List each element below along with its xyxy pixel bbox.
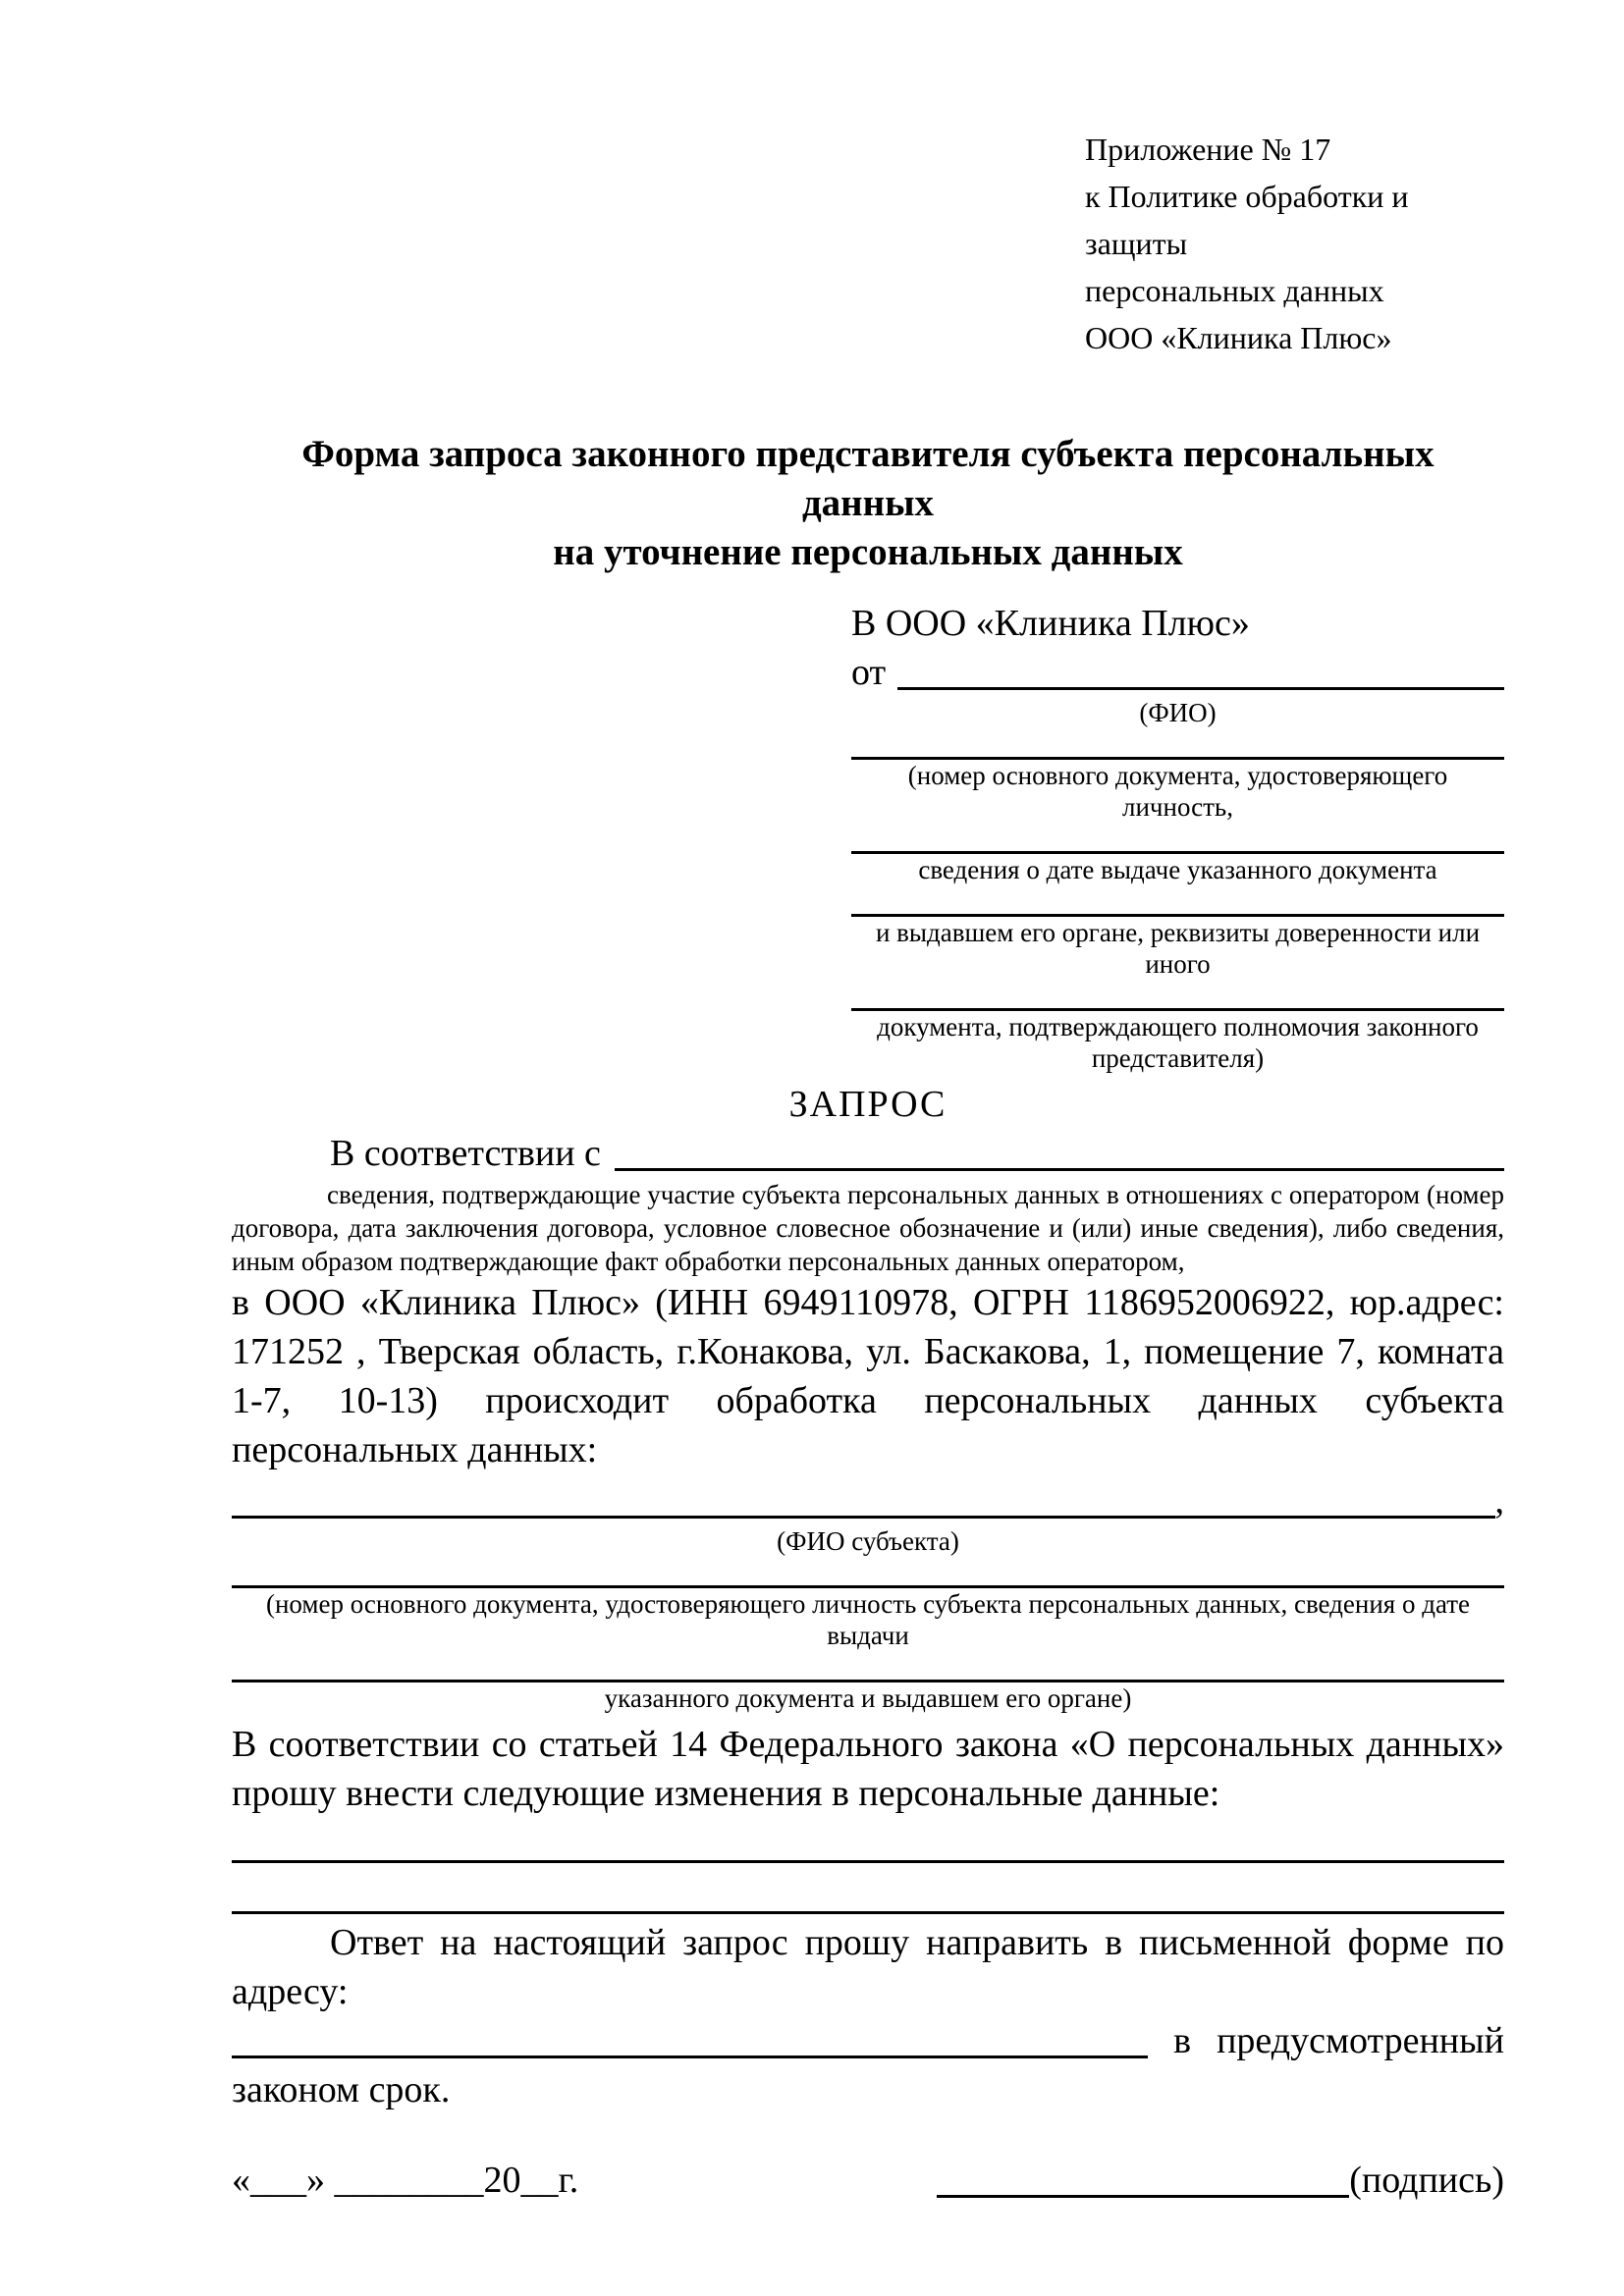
document-title bbox=[232, 430, 1504, 577]
fio-caption: (ФИО) bbox=[1139, 698, 1217, 727]
appendix-company: ООО «Клиника Плюс» bbox=[1085, 320, 1392, 355]
answer-paragraph: Ответ на настоящий запрос прошу направить в письменной форме по адресу: bbox=[232, 1922, 1504, 2012]
document-caption-3: и выдавшем его органе, реквизиты доверенности или иного bbox=[875, 918, 1481, 979]
document-title-line1: Форма запроса законного представителя субъекта персональных данных bbox=[301, 433, 1435, 524]
appendix-policy-line: к Политике обработки и защиты bbox=[1085, 179, 1409, 261]
document-caption-2: сведения о дате выдаче указанного документа bbox=[918, 855, 1437, 884]
document-caption-1: (номер основного документа, удостоверяющего личность, bbox=[907, 761, 1448, 822]
subject-document-caption-1: (номер основного документа, удостоверяющего личность субъекта персональных данных, сведения о дате выдачи bbox=[265, 1589, 1471, 1650]
operator-paragraph: в ООО «Клиника Плюс» (ИНН 6949110978, ОГРН 1186952006922, юр.адрес: 171252 , Тверская область, г.Конакова, ул. Баскакова, 1, помещение 7, комната 1-7, 10-13) происходит обработка персональных данных субъекта персональных данных: bbox=[232, 1282, 1504, 1470]
changes-blank-line-2 bbox=[232, 1863, 1504, 1914]
subject-fio-caption: (ФИО субъекта) bbox=[777, 1526, 959, 1556]
appendix-header bbox=[1085, 126, 1504, 361]
appendix-number: Приложение № 17 bbox=[1085, 132, 1331, 167]
answer-end-line: законом срок. bbox=[232, 2069, 451, 2110]
subject-name-row bbox=[232, 1476, 1504, 1525]
subject-name-blank-line bbox=[232, 1516, 1495, 1519]
representative-name-blank-line bbox=[897, 687, 1504, 690]
changes-blank-line-1 bbox=[232, 1818, 1504, 1863]
appendix-policy-line2: персональных данных bbox=[1085, 273, 1384, 308]
intro-prefix: В соответствии с bbox=[330, 1133, 601, 1174]
date-signature-row bbox=[232, 2156, 1504, 2205]
signature-group bbox=[937, 2156, 1504, 2205]
signature-caption: (подпись) bbox=[1349, 2160, 1504, 2201]
answer-address-row bbox=[232, 2016, 1504, 2065]
answer-address-blank-line bbox=[232, 2056, 1148, 2058]
from-label: от bbox=[851, 652, 887, 693]
issuing-authority-blank-line bbox=[851, 885, 1504, 917]
subject-document-caption-2: указанного документа и выдавшем его органе) bbox=[604, 1683, 1132, 1713]
addressee-block bbox=[851, 599, 1504, 1074]
answer-suffix-word-2: предусмотренный bbox=[1217, 2020, 1504, 2061]
date-blank-line: «___» ________20__г. bbox=[232, 2160, 579, 2201]
subject-document-blank-line-2 bbox=[232, 1651, 1504, 1682]
request-intro-row bbox=[232, 1129, 1504, 1178]
document-title-line2: на уточнение персональных данных bbox=[553, 531, 1183, 573]
answer-suffix-word-1: в bbox=[1173, 2020, 1192, 2061]
document-issue-date-blank-line bbox=[851, 823, 1504, 854]
subject-document-blank-line bbox=[232, 1557, 1504, 1588]
representative-document-blank-line bbox=[851, 728, 1504, 760]
signature-blank-line bbox=[937, 2195, 1349, 2198]
addressee-to: В ООО «Клиника Плюс» bbox=[851, 603, 1250, 644]
document-caption-4: документа, подтверждающего полномочия законного представителя) bbox=[877, 1012, 1479, 1073]
request-heading: ЗАПРОС bbox=[788, 1084, 947, 1125]
relation-details-blank-line bbox=[615, 1168, 1504, 1171]
subject-line-comma: , bbox=[1494, 1480, 1504, 1522]
relation-footnote: сведения, подтверждающие участие субъекта персональных данных в отношениях с оператором (номер договора, дата заключения договора, условное словесное обозначение и (или) иные сведения), либо сведения, иным образом подтверждающие факт обработки персональных данных оператором, bbox=[232, 1180, 1504, 1276]
law-paragraph: В соответствии со статьей 14 Федерального закона «О персональных данных» прошу внести следующие изменения в персональные данные: bbox=[232, 1724, 1504, 1814]
authority-document-blank-line bbox=[851, 980, 1504, 1011]
from-row bbox=[851, 648, 1504, 697]
